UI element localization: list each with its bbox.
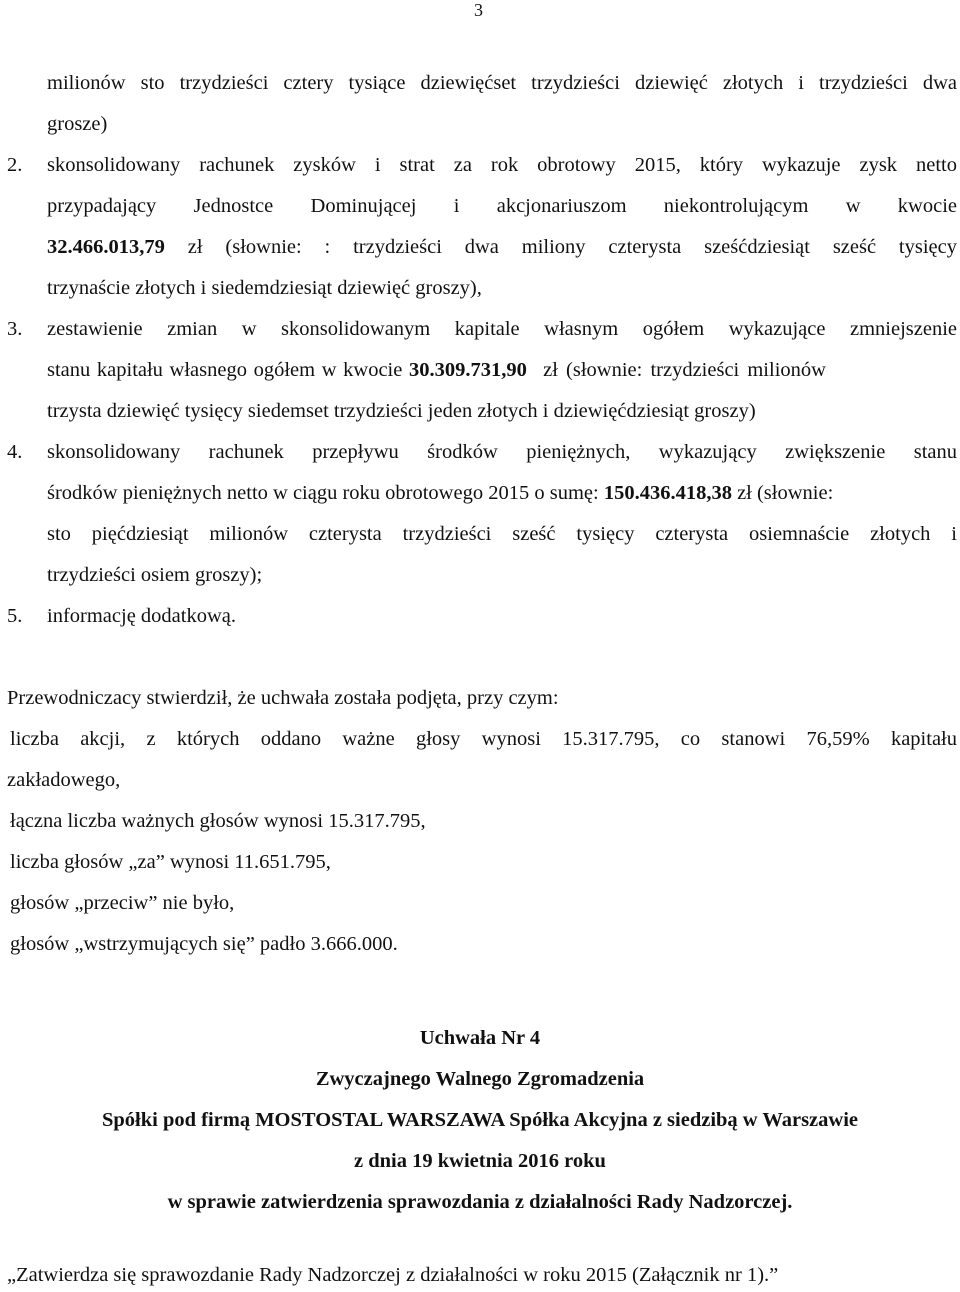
list-number: 4. — [7, 441, 23, 463]
text-segment: stanu kapitału własnego ogółem w kwocie — [47, 359, 409, 381]
votes-for: liczba głosów „za” wynosi 11.651.795, — [10, 851, 331, 873]
text-line — [47, 482, 957, 505]
text-line: sto pięćdziesiąt milionów czterysta trzydzieści sześć tysięcy czterysta osiemnaście złotych i — [47, 523, 957, 545]
text-line: trzysta dziewięć tysięcy siedemset trzydzieści jeden złotych i dziewięćdziesiąt groszy) — [47, 400, 756, 422]
list-number: 2. — [7, 154, 23, 176]
amount: 30.309.731,90 — [408, 359, 527, 381]
resolution-subject: w sprawie zatwierdzenia sprawozdania z działalności Rady Nadzorczej. — [167, 1191, 793, 1213]
page-number: 3 — [474, 0, 483, 20]
list-number: 5. — [7, 605, 23, 627]
text-line: trzynaście złotych i siedemdziesiąt dziewięć groszy), — [47, 277, 482, 299]
text-line: informację dodatkową. — [47, 605, 236, 627]
resolution-meeting: Zwyczajnego Walnego Zgromadzenia — [315, 1068, 645, 1090]
total-valid-votes: łączna liczba ważnych głosów wynosi 15.317.795, — [10, 810, 426, 832]
resolution-date: z dnia 19 kwietnia 2016 roku — [354, 1150, 606, 1172]
amount-words: zł (słownie: : trzydzieści dwa miliony czterysta sześćdziesiąt sześć tysięcy — [164, 236, 957, 258]
resolution-title: Uchwała Nr 4 — [419, 1027, 541, 1049]
amount-words: zł (słownie: — [731, 482, 834, 504]
text-line: skonsolidowany rachunek przepływu środków pieniężnych, wykazujący zwiększenie stanu — [47, 441, 957, 463]
shares-count: liczba akcji, z których oddano ważne głosy wynosi 15.317.795, co stanowi 76,59% kapitału — [10, 728, 957, 750]
amount: 32.466.013,79 — [47, 236, 165, 258]
text-line — [47, 236, 957, 259]
text-line: grosze) — [47, 113, 108, 135]
votes-abstain: głosów „wstrzymujących się” padło 3.666.000. — [10, 933, 398, 955]
votes-against: głosów „przeciw” nie było, — [10, 892, 235, 914]
text-line: skonsolidowany rachunek zysków i strat za rok obrotowy 2015, który wykazuje zysk netto — [47, 154, 957, 176]
list-number: 3. — [7, 318, 23, 340]
text-line: milionów sto trzydzieści cztery tysiące dziewięćset trzydzieści dziewięć złotych i trzydzieści dwa — [47, 72, 957, 94]
vote-intro: Przewodniczacy stwierdził, że uchwała została podjęta, przy czym: — [7, 687, 559, 709]
amount: 150.436.418,38 — [603, 482, 732, 504]
amount-words: zł (słownie: trzydzieści milionów — [526, 359, 826, 381]
shares-count-continued: zakładowego, — [7, 769, 121, 791]
text-line: przypadający Jednostce Dominującej i akcjonariuszom niekontrolującym w kwocie — [47, 195, 957, 217]
resolution-body: „Zatwierdza się sprawozdanie Rady Nadzorczej z działalności w roku 2015 (Załącznik nr 1).” — [7, 1264, 779, 1286]
text-segment: środków pieniężnych netto w ciągu roku obrotowego 2015 o sumę: — [47, 482, 604, 504]
text-line: trzydzieści osiem groszy); — [47, 564, 263, 586]
text-line: zestawienie zmian w skonsolidowanym kapitale własnym ogółem wykazujące zmniejszenie — [47, 318, 957, 340]
text-line — [47, 359, 957, 382]
resolution-company: Spółki pod firmą MOSTOSTAL WARSZAWA Spółka Akcyjna z siedzibą w Warszawie — [101, 1109, 858, 1131]
